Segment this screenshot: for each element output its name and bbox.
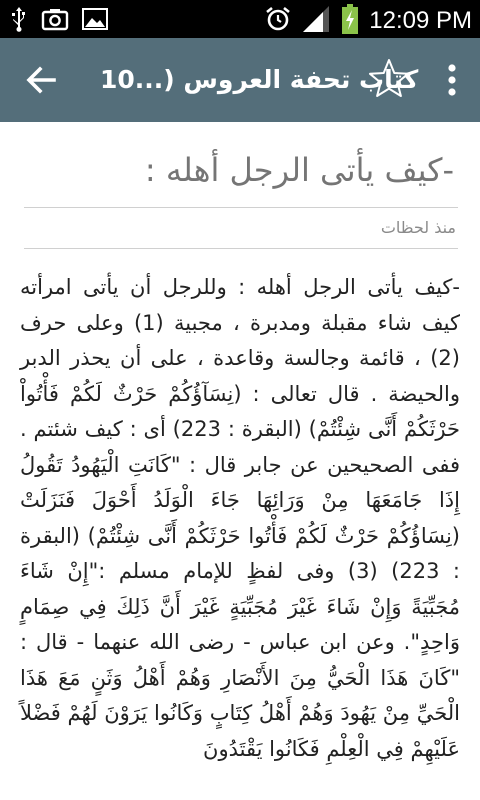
article-content[interactable] <box>0 122 480 800</box>
post-timestamp: منذ لحظات <box>380 218 456 237</box>
battery-charging-icon <box>341 4 359 38</box>
post-title: -كيف يأتى الرجل أهله : <box>144 151 454 189</box>
action-bar <box>0 38 480 122</box>
status-bar <box>0 0 480 38</box>
camera-icon <box>42 8 68 34</box>
star-outline-icon[interactable] <box>366 56 412 102</box>
post-body: -كيف يأتى الرجل أهله : وللرجل أن يأتى امرأته كيف شاء مقبلة ومدبرة ، مجبية (1) وعلى حرف (2) ، قائمة وجالسة وقاعدة ، على أن يحذر الدبر والحيضة . قال تعالى : (نِسَآؤُكُمْ حَرْثٌ لَكُمْ فَأْتُواْ حَرْثَكُمْ أَنَّى شِئْتُمْ) (البقرة : 223) أى : كيف شئتم . ففى الصحيحين عن جابر قال : "كَانَتِ الْيَهُودُ تَقُولُ إِذَا جَامَعَهَا مِنْ وَرَائِهَا جَاءَ الْوَلَدُ أَحْوَلَ فَنَزَلَتْ (نِسَاؤُكُمْ حَرْثٌ لَكُمْ فَأْتُوا حَرْثَكُمْ أَنَّى شِئْتُمْ) (البقرة : 223) (3) وفى لفظٍ للإمام مسلم :"إِنْ شَاءَ مُجَبِّيَةً وَإِنْ شَاءَ غَيْرَ مُجَبِّيَةٍ غَيْرَ أَنَّ ذَلِكَ فِي صِمَامٍ وَاحِدٍ". وعن ابن عباس - رضى الله عنهما - قال : "كَانَ هَذَا الْحَيُّ مِنَ الأَنْصَارِ وَهُمْ أَهْلُ وَثَنٍ مَعَ هَذَا الْحَيِّ مِنْ يَهُودَ وَهُمْ أَهْلُ كِتَابٍ وَكَانُوا يَرَوْنَ لَهُمْ فَضْلاً عَلَيْهِمْ فِي الْعِلْمِ فَكَانُوا يَقْتَدُونَ <box>20 275 460 761</box>
signal-icon <box>301 5 331 37</box>
alarm-icon <box>265 6 291 36</box>
divider <box>24 248 458 249</box>
status-time: 12:09 PM <box>369 7 472 34</box>
overflow-menu-icon[interactable] <box>440 60 464 100</box>
action-bar-title: كتاب تحفة العروس (...10 <box>100 65 419 94</box>
image-icon <box>82 8 108 34</box>
usb-icon <box>10 6 28 36</box>
divider <box>24 207 458 208</box>
arrow-back-icon[interactable] <box>20 58 64 102</box>
